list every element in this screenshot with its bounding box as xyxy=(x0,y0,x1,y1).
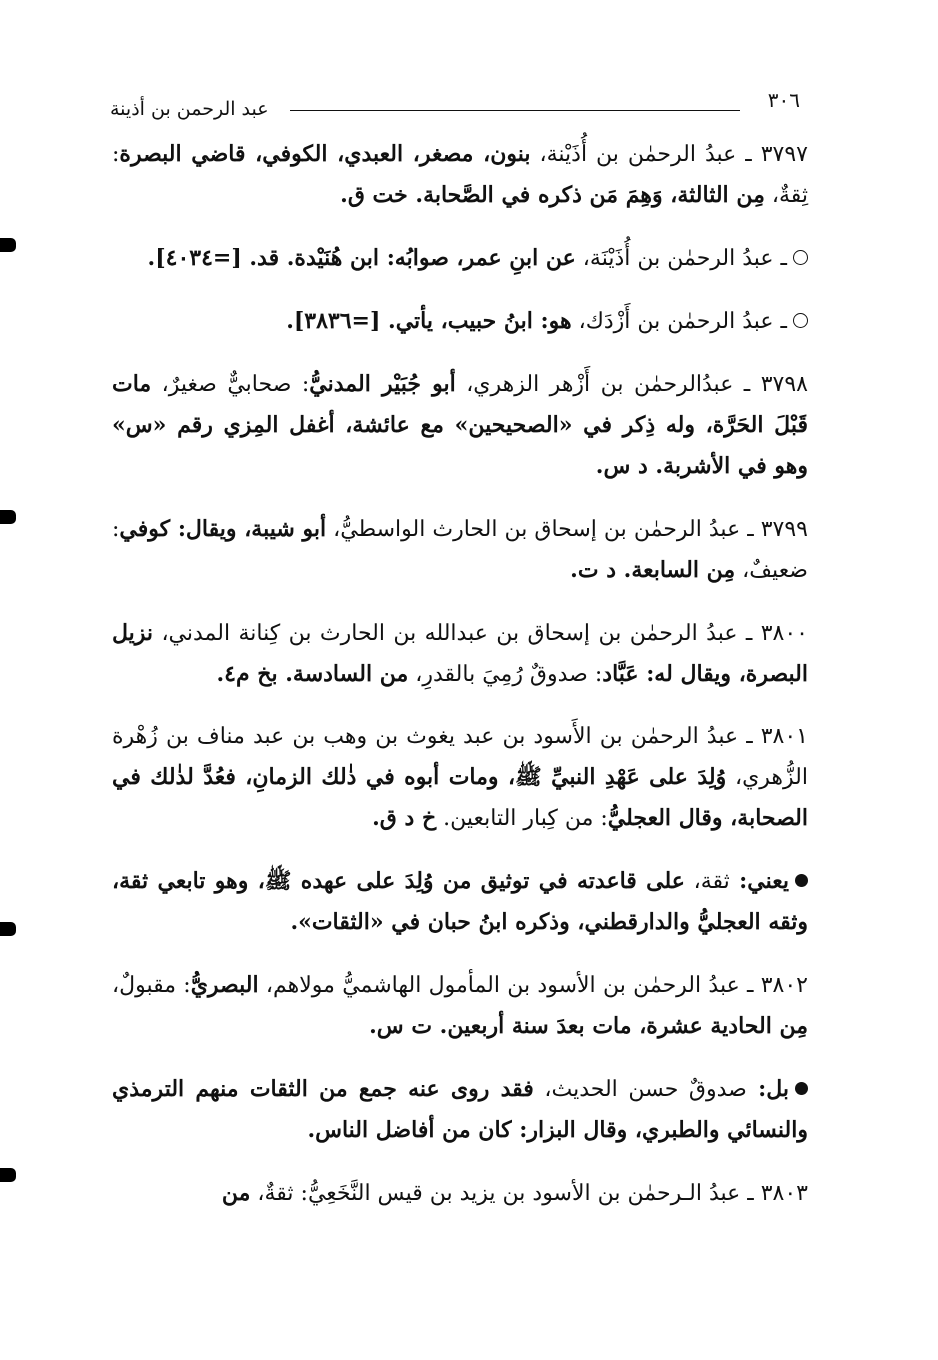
note-3802 xyxy=(112,1069,808,1151)
entry-number: ٣٨٠١ ـ xyxy=(746,724,808,749)
header-rule xyxy=(290,110,740,111)
entry-3798 xyxy=(112,364,808,487)
entry-name: عبدُ الرحمٰن بن أُذَيْنة، xyxy=(530,142,746,167)
entry-details: عن ابنِ عمر، صوابُه: ابن هُنَيْدة. قد. [=٤٠٣٤]. xyxy=(147,245,576,271)
entry-grade: : ثِقةٌ، xyxy=(112,142,808,208)
entry-number: ٣٧٩٧ ـ xyxy=(745,142,808,167)
entry-details: من السادسة. بخ م٤. xyxy=(216,661,409,687)
entry-3802 xyxy=(112,965,808,1047)
running-title: عبد الرحمن بن أذينة xyxy=(110,98,269,120)
entry-description: نزيل البصرة، ويقال له: عَبَّاد xyxy=(112,620,808,687)
entry-3797 xyxy=(112,134,808,216)
note-grade: ثقة، xyxy=(684,869,730,894)
entry-name: عبدُ الرحمٰن بن الأَسود بن عبد يغوث بن وهب بن عبد مناف بن زُهْرة الزُّهري، xyxy=(112,724,808,790)
scan-edge-mark xyxy=(0,922,16,936)
entry-name: عبدُ الرحمٰن بن الأسود بن المأمول الهاشميُّ مولاهم، xyxy=(258,973,747,998)
entry-3800 xyxy=(112,613,808,695)
entry-kunya: أبو شيبة، ويقال: كوفي xyxy=(119,516,327,542)
entry-grade: : من كِبار التابعين. xyxy=(436,806,608,831)
filled-bullet-icon xyxy=(795,874,808,887)
entry-number: ٣٧٩٩ ـ xyxy=(747,517,808,542)
entry-grade: : ضعيفٌ، xyxy=(112,517,808,583)
filled-bullet-icon xyxy=(795,1082,808,1095)
cross-reference-azdak xyxy=(112,301,808,342)
entry-details: خ د ق. xyxy=(372,805,437,831)
entry-details: من xyxy=(221,1180,251,1206)
note-3801 xyxy=(112,861,808,943)
entry-description: بنون، مصغر، العبدي، الكوفي، قاضي البصرة xyxy=(119,141,531,167)
scan-edge-mark xyxy=(0,510,16,524)
entry-name: عبدُ الرحمٰن بن إسحاق بن الحارث الواسطيُّ، xyxy=(326,517,748,542)
entry-grade: : صحابيٌّ صغيرٌ، xyxy=(151,372,310,397)
entry-name: عبدُ الرحمٰن بن إسحاق بن عبدالله بن الحارث بن كِنانة المدني، xyxy=(153,621,746,646)
scan-edge-mark xyxy=(0,1168,16,1182)
entry-3799 xyxy=(112,509,808,591)
entry-number: ٣٧٩٨ ـ xyxy=(743,372,808,397)
entry-kunya: أبو جُبَيْر المدنيُّ xyxy=(309,371,456,397)
note-lead: بل: xyxy=(746,1076,789,1102)
entry-details: مِن الحادية عشرة، مات بعدَ سنة أربعين. ت س. xyxy=(369,1013,808,1039)
entry-details: مِن السابعة. د ت. xyxy=(570,557,736,583)
entry-name: عبدُالرحمٰن بن أَزْهر الزهري، xyxy=(455,372,744,397)
entry-number: ٣٨٠٣ ـ xyxy=(747,1181,808,1206)
note-grade: صدوقٌ حسن الحديث، xyxy=(533,1077,747,1102)
entry-name: ـ عبدُ الرحمٰن بن أُذَيْنَة، xyxy=(575,246,787,271)
page-body xyxy=(112,134,808,1236)
hollow-circle-icon xyxy=(793,313,808,328)
entry-number: ٣٨٠٠ ـ xyxy=(745,621,808,646)
cross-reference-odhayna xyxy=(112,238,808,279)
entry-number: ٣٨٠٢ ـ xyxy=(747,973,808,998)
entry-description: وُلِدَ على عَهْدِ النبيِّ ﷺ، ومات أبوه في ذٰلك الزمانِ، فعُدَّ لذٰلك في الصحابة، وقال العجليُّ xyxy=(112,764,808,831)
page-header xyxy=(110,88,800,124)
entry-grade: : صدوقٌ رُمِيَ بالقدرِ، xyxy=(408,662,603,687)
hollow-circle-icon xyxy=(793,250,808,265)
entry-details: مات قَبْلَ الحَرَّة، وله ذِكر في «الصحيحين» مع عائشة، أغفل المِزي رقم «س» وهو في الأشربة. د س. xyxy=(112,371,808,479)
entry-nisba: البصريُّ xyxy=(190,972,259,998)
entry-name: ـ عبدُ الرحمٰن بن أَزْدَك، xyxy=(571,309,787,334)
note-lead: يعني: xyxy=(729,868,790,894)
entry-3801 xyxy=(112,717,808,839)
page-number: ٣٠٦ xyxy=(767,88,800,112)
entry-3803 xyxy=(112,1173,808,1214)
entry-details: مِن الثالثة، وَهِمَ مَن ذكره في الصَّحابة. خت ق. xyxy=(340,182,765,208)
note-text: فقد روى عنه جمع من الثقات منهم الترمذي والنسائي والطبري، وقال البزار: كان من أفاضل الناس. xyxy=(112,1076,808,1143)
entry-name: عبدُ الـرحمٰن بن الأسود بن يزيد بن قيس النَّخَعِيُّ: ثقةٌ، xyxy=(250,1181,748,1206)
note-text: على قاعدته في توثيق من وُلِدَ على عهده ﷺ، وهو تابعي ثقة، وثقه العجليُّ والدارقطني، وذكره ابنُ حبان في «الثقات». xyxy=(112,868,808,935)
entry-details: هو: ابنُ حبيب، يأتي. [=٣٨٣٦]. xyxy=(286,308,572,334)
scan-edge-mark xyxy=(0,238,16,252)
entry-grade: : مقبولٌ، xyxy=(112,973,191,998)
